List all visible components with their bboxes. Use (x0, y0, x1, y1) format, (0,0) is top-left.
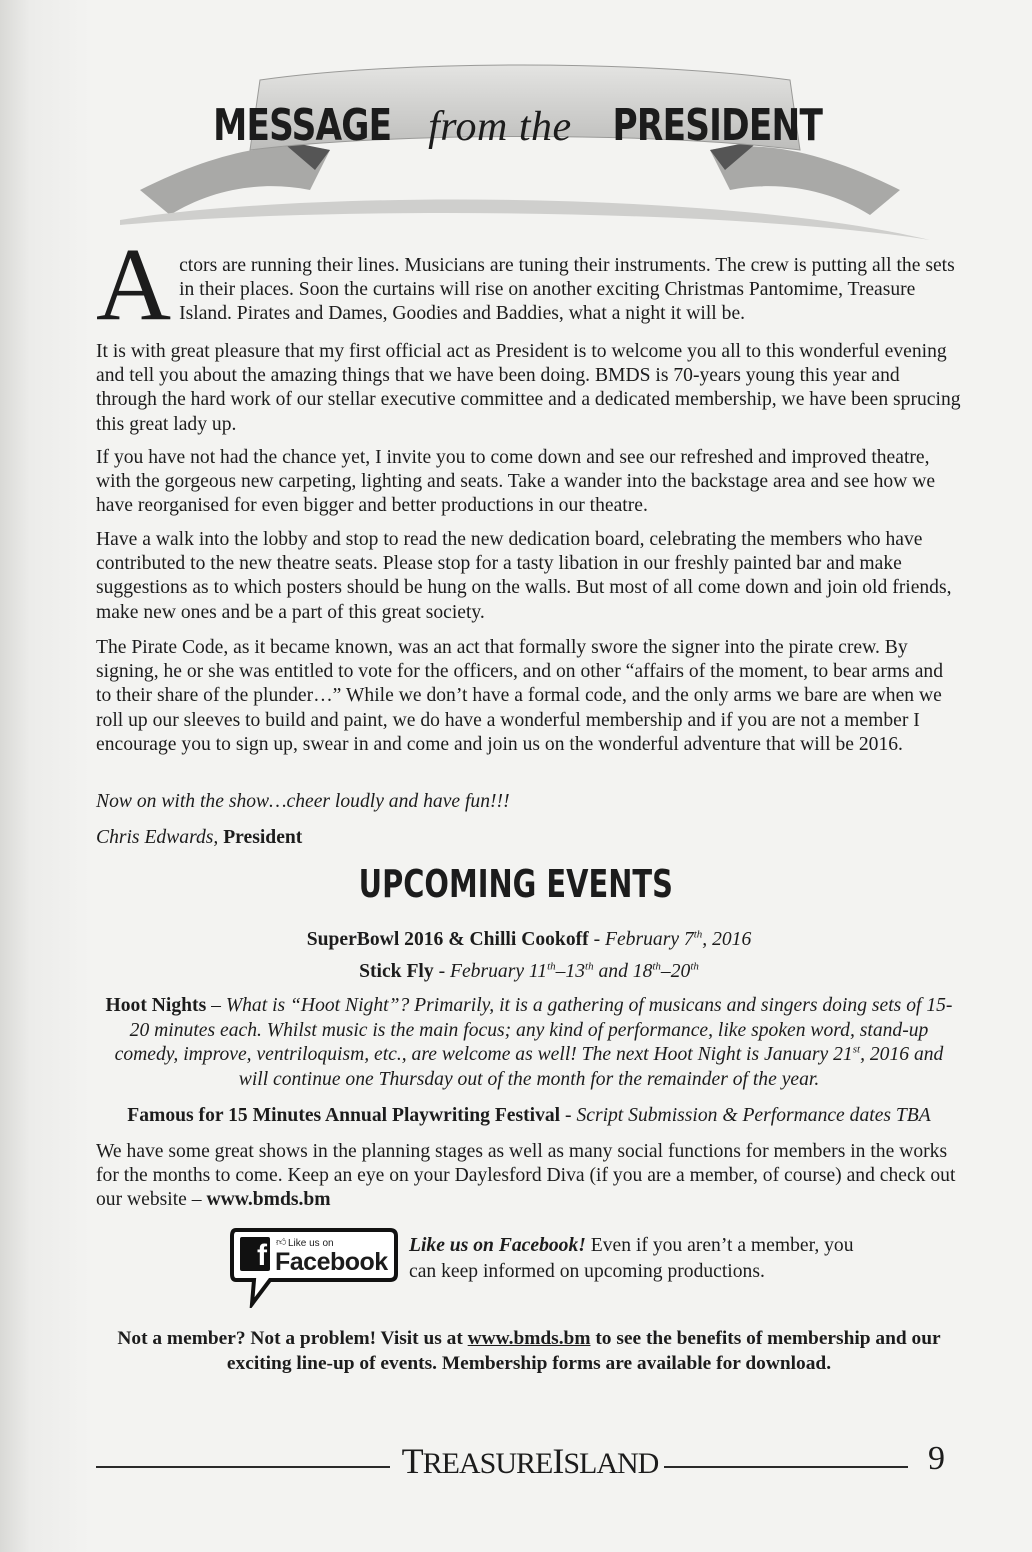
event-description: What is “Hoot Night”? Primarily, it is a gathering of musicans and singers doing sets of 15-20 minutes each. Whilst music is the main focus; any kind of performance, like spoken word, stand-up comedy, improve, ventriloquism, etc., are welcome as well! The next Hoot Night is January 21st, 2016 and will continue one Thursday out of the month for the remainder of the year. (114, 995, 953, 1090)
message-paragraph-1 (96, 227, 962, 342)
membership-callout (96, 1326, 962, 1376)
facebook-text: Even if you aren’t a member, you can keep informed on upcoming productions. (409, 1235, 854, 1282)
event-playwriting-festival (96, 1104, 962, 1128)
badge-big-text: Facebook (275, 1248, 388, 1276)
event-name: SuperBowl 2016 & Chilli Cookoff (306, 929, 589, 950)
badge-small-text: Like us on (288, 1238, 334, 1249)
event-hoot-nights (100, 994, 958, 1092)
event-separator: – (206, 995, 226, 1016)
banner-word-from-the: from the (428, 104, 572, 150)
event-detail: Script Submission & Performance dates TBA (576, 1105, 931, 1126)
message-paragraph-4: Have a walk into the lobby and stop to read the new dedication board, celebrating the members who have contributed to the new theatre seats. Please stop for a tasty libation in our freshly painted bar and make suggestions as to which posters should be hung on the walls. But most of all come down and join old friends, make new ones and be a part of this great society. (96, 529, 952, 623)
event-name: Stick Fly (359, 961, 434, 982)
cta-text-b: to see the benefits of membership and our exciting line-up of events. Membership forms are available for download. (226, 1328, 941, 1374)
signature (96, 826, 962, 850)
cta-text-a: Not a member? Not a problem! Visit us at (117, 1328, 468, 1349)
plans-paragraph (96, 1140, 962, 1213)
website-link[interactable]: www.bmds.bm (206, 1189, 331, 1211)
thumbs-up-icon: 👍︎ (276, 1237, 287, 1248)
event-stick-fly (96, 960, 962, 984)
event-date: February 7th, 2016 (605, 928, 752, 950)
drop-cap: A (96, 227, 172, 342)
plans-text: We have some great shows in the planning stages as well as many social functions for members in the works for the months to come. Keep an eye on your Daylesford Diva (if you are a member, of course) and check out our website – (96, 1141, 956, 1211)
event-separator: - (433, 961, 451, 982)
events-heading-text: UPCOMING EVENTS (358, 862, 674, 906)
membership-link[interactable]: www.bmds.bm (467, 1328, 591, 1349)
footer-title: TREASUREISLAND (401, 1441, 659, 1481)
footer-rule-right (664, 1466, 908, 1468)
facebook-f-icon: f (240, 1237, 270, 1271)
signature-name: Chris Edwards, (96, 827, 219, 848)
event-date: February 11th–13th and 18th–20th (450, 960, 699, 982)
banner-word-message: MESSAGE (213, 100, 392, 151)
message-paragraph-3: If you have not had the chance yet, I invite you to come down and see our refreshed and improved theatre, with the gorgeous new carpeting, lighting and seats. Take a wander into the backstage area and see how we have reorganised for even bigger and better productions in our theatre. (96, 447, 936, 517)
banner-ribbon (100, 40, 940, 240)
facebook-callout (409, 1233, 869, 1285)
event-separator: - (560, 1105, 577, 1126)
closing-line: Now on with the show…cheer loudly and have fun!!! (96, 791, 510, 812)
signature-title: President (223, 827, 303, 848)
event-name: Famous for 15 Minutes Annual Playwriting Festival (127, 1105, 561, 1126)
message-paragraph-2: It is with great pleasure that my first official act as President is to welcome you all to this wonderful evening and tell you about the amazing things that we have been doing. BMDS is 70-years young this year and through the hard work of our stellar executive committee and a dedicated membership, we have been sprucing this great lady up. (96, 341, 961, 435)
event-separator: - (588, 929, 606, 950)
message-paragraph-5: The Pirate Code, as it became known, was an act that formally swore the signer into the pirate crew. By signing, he or she was entitled to vote for the officers, and on other “affairs of the moment, to bear arms and to their share of the plunder…” While we don’t have a formal code, and the only arms we bare are when we roll up our sleeves to build and paint, we do have a wonderful membership and if you are not a member I encourage you to sign up, swear in and come and join us on the wonderful adventure that will be 2016. (96, 637, 943, 755)
footer-rule-left (96, 1466, 390, 1468)
paragraph-text: ctors are running their lines. Musicians are tuning their instruments. The crew is putting all the sets in their places. Soon the curtains will rise on another exciting Christmas Pantomime, Treasure Island. Pirates and Dames, Goodies and Baddies, what a night it will be. (179, 255, 955, 325)
page-number: 9 (928, 1440, 945, 1477)
banner-word-president: PRESIDENT (612, 100, 823, 151)
events-heading (0, 862, 1032, 906)
event-superbowl (96, 928, 962, 952)
facebook-lead: Like us on Facebook! (409, 1235, 586, 1256)
facebook-like-badge[interactable] (230, 1228, 398, 1308)
event-name: Hoot Nights (105, 995, 207, 1016)
banner-title (100, 102, 940, 151)
